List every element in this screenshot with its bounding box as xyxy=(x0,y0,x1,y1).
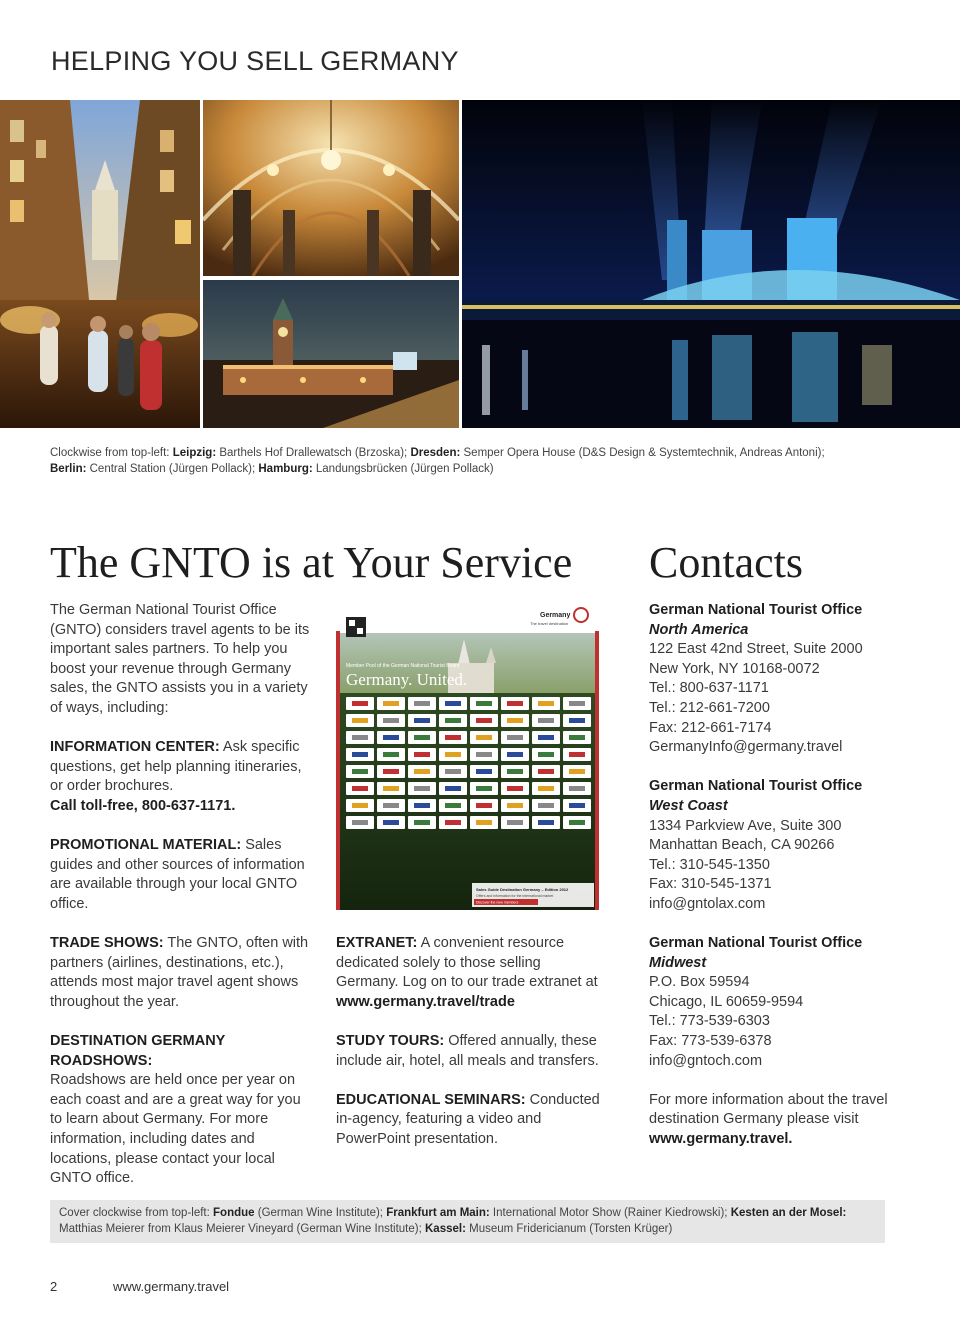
promo-paragraph: PROMOTIONAL MATERIAL: Sales guides and other sources of information are available through your local GNTO office. xyxy=(50,837,305,912)
partner-logo-mark xyxy=(507,735,523,740)
trade-shows-paragraph: TRADE SHOWS: The GNTO, often with partners (airlines, destinations, etc.), attends most major travel agent shows throughout the year. xyxy=(50,935,309,1010)
partner-logo-mark xyxy=(383,803,399,808)
partner-logo-mark xyxy=(383,752,399,757)
roadshows-paragraph: DESTINATION GERMANY ROADSHOWS: Roadshows are held once per year on each coast and are a great way for you to learn about Germany. For more information, including dates and locations, please contact your local GNTO office. xyxy=(50,1033,301,1187)
partner-logo-mark xyxy=(476,803,492,808)
partner-logo-mark xyxy=(383,701,399,706)
info-call-number: Call toll-free, 800-637-1171. xyxy=(50,797,236,814)
extranet-paragraph: EXTRANET: A convenient resource dedicated solely to those selling Germany. Log on to our trade extranet at www.germany.travel/trade xyxy=(336,935,598,1010)
partner-logo-mark xyxy=(383,718,399,723)
partner-logo-mark xyxy=(383,769,399,774)
partner-logo-mark xyxy=(352,820,368,825)
brochure-subtitle: Member Pool of the German National Tourist Board xyxy=(346,663,460,669)
email-link-north-america[interactable]: GermanyInfo@germany.travel xyxy=(649,739,843,756)
partner-logo-mark xyxy=(476,820,492,825)
partner-logo-mark xyxy=(507,701,523,706)
more-info-link[interactable]: www.germany.travel. xyxy=(649,1131,793,1148)
partner-logo-mark xyxy=(476,786,492,791)
partner-logo-mark xyxy=(538,752,554,757)
partner-logo-mark xyxy=(445,820,461,825)
brochure-footer-line1: Sales Guide Destination Germany – Edition 2012 xyxy=(476,887,569,892)
partner-logo-mark xyxy=(476,718,492,723)
partner-logo-mark xyxy=(569,803,585,808)
email-link-midwest[interactable]: info@gntoch.com xyxy=(649,1052,763,1069)
partner-logo-mark xyxy=(569,735,585,740)
partner-logo-mark xyxy=(569,786,585,791)
brochure-cover-image xyxy=(336,603,599,910)
brochure-title: Germany. United. xyxy=(346,670,468,689)
partner-logo-mark xyxy=(569,752,585,757)
partner-logo-mark xyxy=(476,735,492,740)
partner-logo-mark xyxy=(352,701,368,706)
seminars-paragraph: EDUCATIONAL SEMINARS: Conducted in-agency, featuring a video and PowerPoint presentation. xyxy=(336,1091,600,1147)
partner-logo-mark xyxy=(507,820,523,825)
page-header-title: HELPING YOU SELL GERMANY xyxy=(51,46,459,76)
contact-west-coast: German National Tourist Office West Coast 1334 Parkview Ave, Suite 300 Manhattan Beach, CA 90266 Tel.: 310-545-1350 Fax: 310-545-1371 info@gntolax.com xyxy=(649,777,909,914)
partner-logo-mark xyxy=(445,769,461,774)
partner-logo-mark xyxy=(507,718,523,723)
partner-logo-mark xyxy=(352,752,368,757)
partner-logo-mark xyxy=(538,803,554,808)
partner-logo-mark xyxy=(445,701,461,706)
partner-logo-mark xyxy=(507,752,523,757)
partner-logo-mark xyxy=(569,820,585,825)
photo-leipzig xyxy=(0,100,200,428)
more-info-paragraph: For more information about the travel destination Germany please visit www.germany.travel. xyxy=(649,1091,888,1148)
partner-logo-mark xyxy=(383,820,399,825)
info-center-paragraph: INFORMATION CENTER: Ask specific questions, get help planning itineraries, or order brochures. Call toll-free, 800-637-1171. xyxy=(50,739,302,814)
partner-logo-mark xyxy=(445,735,461,740)
partner-logo-mark xyxy=(352,718,368,723)
contacts-column xyxy=(649,601,909,1169)
photo-semper-opera xyxy=(203,100,459,276)
partner-logo-mark xyxy=(414,752,430,757)
partner-logo-mark xyxy=(538,735,554,740)
partner-logo-mark xyxy=(476,769,492,774)
partner-logo-mark xyxy=(507,786,523,791)
partner-logo-mark xyxy=(476,701,492,706)
page-number: 2 xyxy=(50,1279,58,1294)
partner-logo-mark xyxy=(352,735,368,740)
extranet-link[interactable]: www.germany.travel/trade xyxy=(336,993,515,1010)
service-column-left xyxy=(50,601,316,1208)
brochure-brand-sub: The travel destination xyxy=(530,621,569,626)
partner-logo-mark xyxy=(414,820,430,825)
photo-caption: Clockwise from top-left: Leipzig: Barthels Hof Drallewatsch (Brzoska); Dresden: Semper Opera House (D&S Design & Systemtechnik, Andreas Antoni); Berlin: Central Station (Jürgen Pollack); Hamburg: Landungsbrücken (Jürgen Pollack) xyxy=(50,447,825,475)
email-link-west-coast[interactable]: info@gntolax.com xyxy=(649,895,766,912)
partner-logo-mark xyxy=(569,701,585,706)
partner-logo-mark xyxy=(414,769,430,774)
partner-logo-mark xyxy=(538,718,554,723)
partner-logo-mark xyxy=(414,701,430,706)
photo-berlin-central-station xyxy=(462,100,960,428)
service-intro: The German National Tourist Office (GNTO) considers travel agents to be its important sales partners. To help you boost your revenue through Germany sales, the GNTO assists you in a variety of ways, including: xyxy=(50,602,310,716)
partner-logo-mark xyxy=(414,735,430,740)
brochure-brand: Germany xyxy=(540,612,571,619)
contact-north-america: German National Tourist Office North America 122 East 42nd Street, Suite 2000 New York, NY 10168-0072 Tel.: 800-637-1171 Tel.: 212-661-7200 Fax: 212-661-7174 GermanyInfo@germany.travel xyxy=(649,601,909,758)
partner-logo-mark xyxy=(414,803,430,808)
partner-logo-mark xyxy=(445,803,461,808)
partner-logo-mark xyxy=(569,769,585,774)
partner-logo-mark xyxy=(538,820,554,825)
cover-caption-box: Cover clockwise from top-left: Fondue (German Wine Institute); Frankfurt am Main: International Motor Show (Rainer Kiedrowski); Kesten an der Mosel: Matthias Meierer from Klaus Meierer Vineyard (German Wine Institute); Kassel: Museum Fridericianum (Torsten Krüger) xyxy=(50,1200,885,1243)
partner-logo-mark xyxy=(414,786,430,791)
partner-logo-mark xyxy=(445,718,461,723)
partner-logo-mark xyxy=(476,752,492,757)
partner-logo-mark xyxy=(569,718,585,723)
partner-logo-mark xyxy=(352,786,368,791)
study-tours-paragraph: STUDY TOURS: Offered annually, these include air, hotel, all meals and transfers. xyxy=(336,1032,599,1069)
partner-logo-mark xyxy=(383,786,399,791)
partner-logo-mark xyxy=(538,769,554,774)
partner-logo-mark xyxy=(352,769,368,774)
service-column-middle xyxy=(336,934,606,1169)
contacts-heading: Contacts xyxy=(649,538,803,587)
partner-logo-mark xyxy=(538,701,554,706)
footer-url[interactable]: www.germany.travel xyxy=(113,1279,230,1294)
partner-logo-mark xyxy=(352,803,368,808)
partner-logo-mark xyxy=(445,752,461,757)
partner-logo-mark xyxy=(538,786,554,791)
service-heading: The GNTO is at Your Service xyxy=(50,538,573,587)
partner-logo-mark xyxy=(507,769,523,774)
brochure-footer-line2: Offers and information for the international market xyxy=(476,894,554,898)
partner-logo-mark xyxy=(507,803,523,808)
brochure-footer-line3: Discover the new members xyxy=(476,900,519,905)
partner-logo-mark xyxy=(445,786,461,791)
photo-hamburg xyxy=(203,280,459,428)
partner-logo-mark xyxy=(383,735,399,740)
partner-logo-mark xyxy=(414,718,430,723)
contact-midwest: German National Tourist Office Midwest P.O. Box 59594 Chicago, IL 60659-9594 Tel.: 773-539-6303 Fax: 773-539-6378 info@gntoch.com xyxy=(649,934,909,1071)
